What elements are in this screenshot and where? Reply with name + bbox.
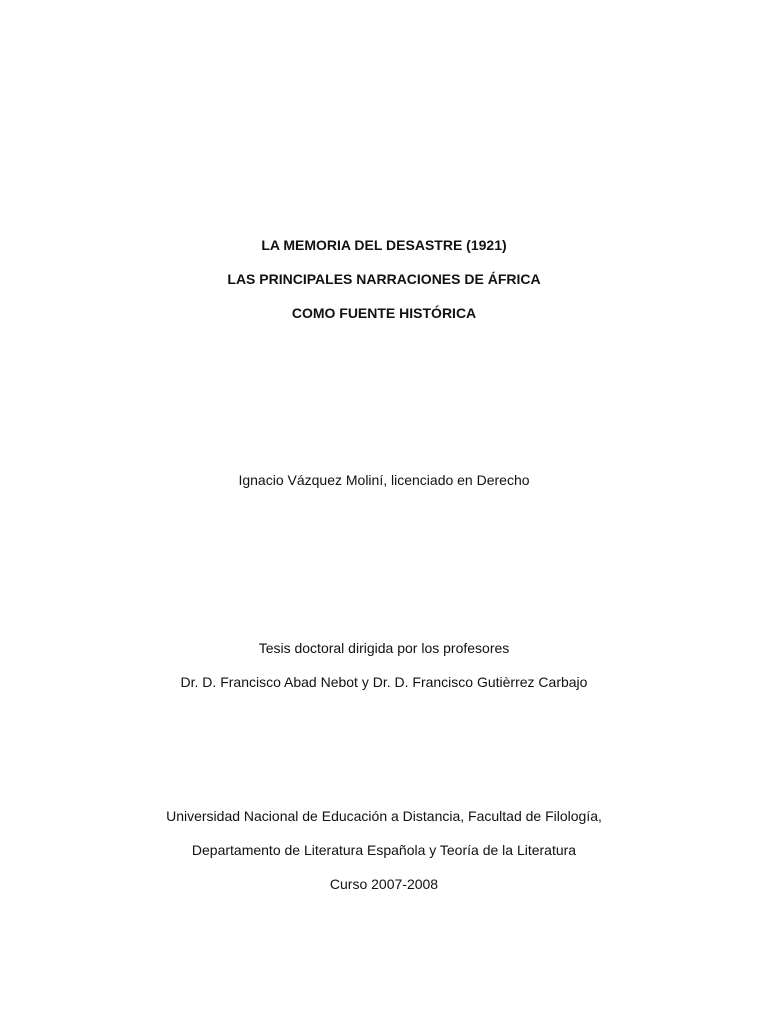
thesis-title-line-3: COMO FUENTE HISTÓRICA xyxy=(291,305,477,321)
department-line: Departamento de Literatura Española y Teoría de la Literatura xyxy=(191,842,577,858)
author-line: Ignacio Vázquez Moliní, licenciado en Derecho xyxy=(238,472,530,488)
thesis-title-line-2: LAS PRINCIPALES NARRACIONES DE ÁFRICA xyxy=(227,271,541,287)
university-faculty-line: Universidad Nacional de Educación a Distancia, Facultad de Filología, xyxy=(166,808,602,824)
thesis-title-line-1: LA MEMORIA DEL DESASTRE (1921) xyxy=(261,237,507,253)
academic-year-line: Curso 2007-2008 xyxy=(329,876,439,892)
supervision-line-1: Tesis doctoral dirigida por los profesores xyxy=(258,640,510,656)
supervisors-line: Dr. D. Francisco Abad Nebot y Dr. D. Francisco Gutièrrez Carbajo xyxy=(180,674,588,690)
